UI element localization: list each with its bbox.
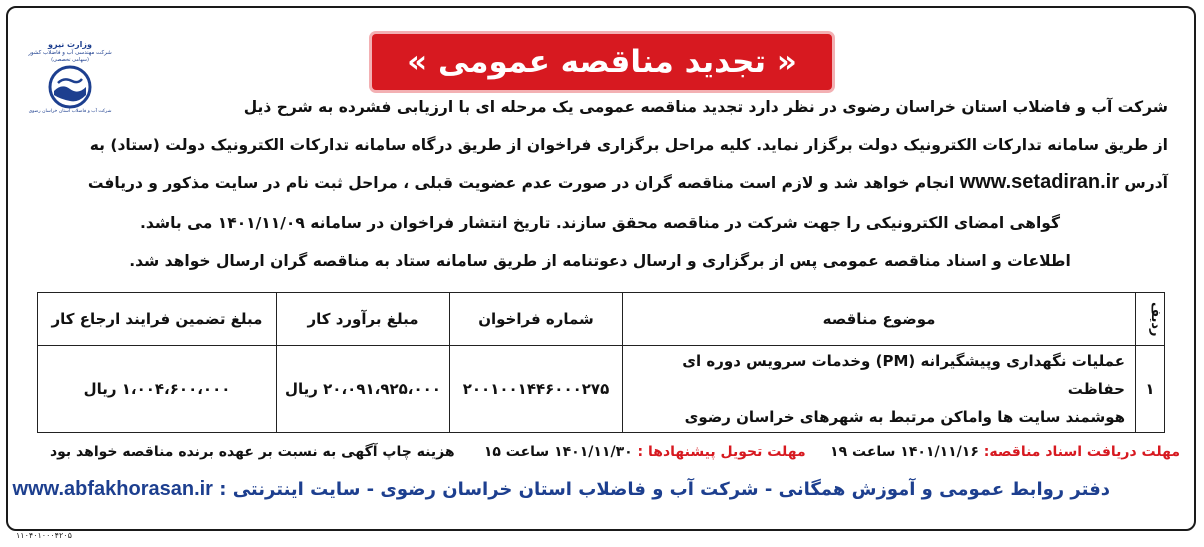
table-header-row — [38, 293, 1165, 346]
water-drop-icon — [48, 65, 92, 109]
proposal-deadline-label: مهلت تحویل پیشنهادها : — [637, 444, 806, 460]
deadlines-line — [40, 444, 1180, 460]
footer-line — [12, 478, 1110, 501]
setadiran-url[interactable]: www.setadiran.ir — [959, 171, 1119, 193]
header-call-number: شماره فراخوان — [450, 293, 623, 346]
header-guarantee: مبلغ تضمین فرایند ارجاع کار — [38, 293, 277, 346]
ad-code: ۱۱۰۴۰۱۰۰۰۴۲۰۵ — [16, 531, 72, 540]
body-line-4: گواهی امضای الکترونیکی را جهت شرکت در مناقصه محقق سازند. تاریخ انتشار فراخوان در سامانه ۱۴۰۱/۱۱/۰۹ می باشد. — [139, 214, 1060, 232]
cell-row-number: ۱ — [1136, 346, 1165, 433]
table-row — [38, 346, 1165, 433]
cell-guarantee: ۱،۰۰۴،۶۰۰،۰۰۰ ریال — [38, 346, 277, 433]
header-estimate: مبلغ برآورد کار — [277, 293, 450, 346]
logo-ministry: وزارت نیرو — [48, 40, 92, 49]
logo-company-note: (سهامی تخصصی) — [51, 57, 89, 63]
abfakhorasan-url[interactable]: www.abfakhorasan.ir — [12, 478, 213, 500]
footer-text: دفتر روابط عمومی و آموزش همگانی - شرکت آب و فاضلاب استان خراسان رضوی - سایت اینترنتی : — [219, 479, 1110, 500]
body-line-3-prefix: آدرس — [1124, 174, 1168, 192]
logo-company: شرکت مهندسی آب و فاضلاب کشور — [28, 50, 112, 56]
body-line-3-suffix: انجام خواهد شد و لازم است مناقصه گران در صورت عدم عضویت قبلی ، مراحل ثبت نام در سایت مذکور و دریافت — [87, 174, 955, 192]
docs-deadline-value: ۱۴۰۱/۱۱/۱۶ ساعت ۱۹ — [830, 444, 979, 460]
logo-caption: شرکت آب و فاضلاب استان خراسان رضوی — [28, 109, 112, 114]
title-banner — [372, 34, 832, 90]
company-logo — [22, 40, 118, 140]
tender-table — [37, 292, 1165, 433]
ad-title: « تجدید مناقصه عمومی » — [407, 44, 797, 80]
proposal-deadline-value: ۱۴۰۱/۱۱/۳۰ ساعت ۱۵ — [483, 444, 633, 460]
body-line-2: از طریق سامانه تدارکات الکترونیک دولت برگزار نماید. کلیه مراحل برگزاری فراخوان از طریق درگاه سامانه تدارکات الکترونیک دولت (ستاد) به — [89, 136, 1168, 154]
cell-estimate: ۲۰،۰۹۱،۹۲۵،۰۰۰ ریال — [277, 346, 450, 433]
subject-line-2: هوشمند سایت ها واماکن مرتبط به شهرهای خراسان رضوی — [684, 408, 1125, 426]
print-cost-note: هزینه چاپ آگهی به نسبت بر عهده برنده مناقصه خواهد بود — [49, 444, 455, 460]
cell-call-number: ۲۰۰۱۰۰۱۴۴۶۰۰۰۲۷۵ — [450, 346, 623, 433]
header-row-number: ردیف — [1136, 293, 1165, 346]
cell-subject — [623, 346, 1136, 433]
body-line-5: اطلاعات و اسناد مناقصه عمومی پس از برگزاری و ارسال دعوتنامه از طریق سامانه ستاد به مناقصه گران ارسال خواهد شد. — [129, 252, 1071, 270]
subject-line-1: عملیات نگهداری وپیشگیرانه (PM) وخدمات سرویس دوره ای حفاظت — [682, 352, 1125, 398]
body-line-1: شرکت آب و فاضلاب استان خراسان رضوی در نظر دارد تجدید مناقصه عمومی یک مرحله ای با ارزیابی فشرده به شرح ذیل — [243, 98, 1168, 116]
header-subject: موضوع مناقصه — [623, 293, 1136, 346]
docs-deadline-label: مهلت دریافت اسناد مناقصه: — [983, 444, 1180, 460]
body-line-3 — [87, 171, 1168, 193]
